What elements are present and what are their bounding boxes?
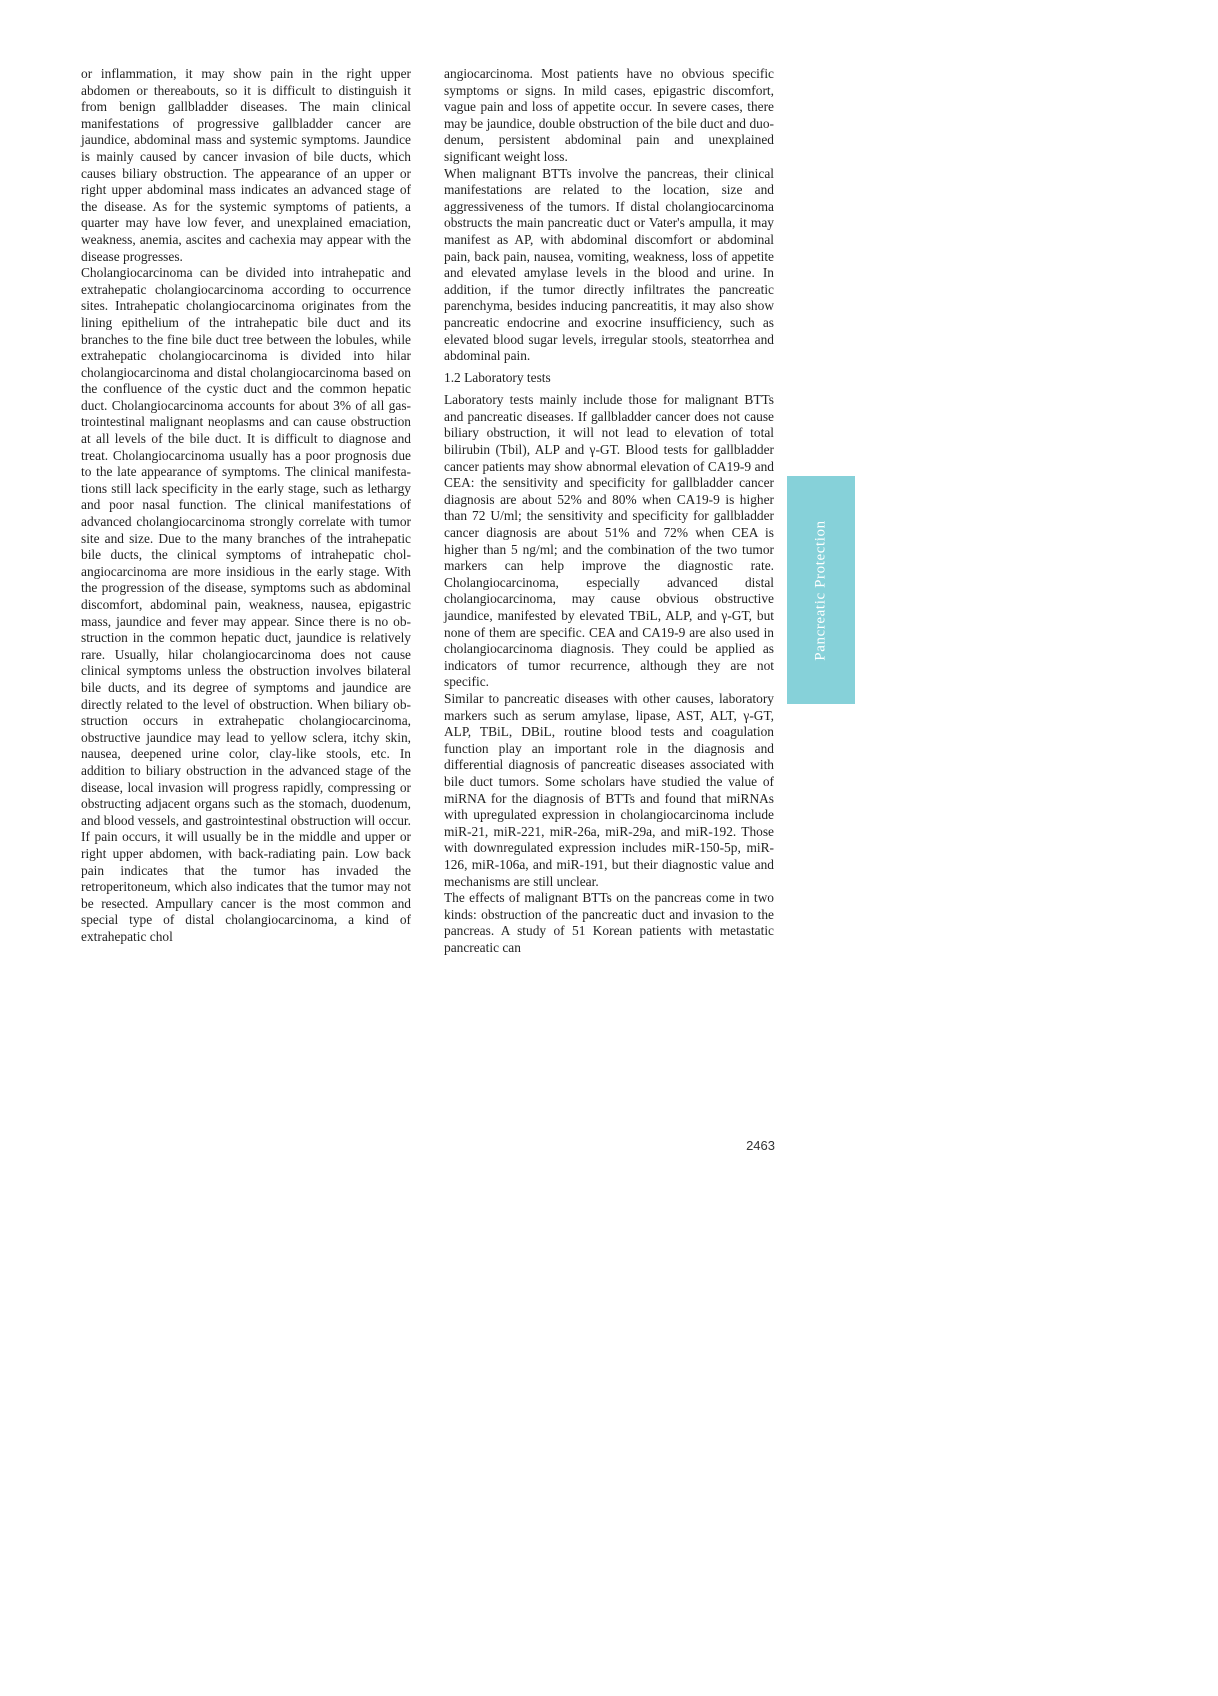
body-paragraph: angiocarcinoma. Most patients have no obvious specific symptoms or signs. In mild cases, epigastric discomfort, vague pain and loss of appetite occur. In severe cases, there may be jaundice, double obstruction of the bile duct and duodenum, persistent abdominal pain and unexplained significant weight loss. xyxy=(444,66,774,164)
body-paragraph: Similar to pancreatic diseases with other causes, laboratory markers such as serum amylase, lipase, AST, ALT, γ-GT, ALP, TBiL, DBiL, routine blood tests and coagulation function play an important role in the diagnosis and differential diagnosis of pancreatic diseases associated with bile duct tumors. Some scholars have studied the value of miRNA for the diagnosis of BTTs and found that miRNAs with upregulated expression in cholangiocarcinoma include miR-21, miR-221, miR-26a, miR-29a, and miR-192. Those with downregulated expression includes miR-150-5p, miR-126, miR-106a, and miR-191, but their diagnostic value and mechanisms are still unclear. xyxy=(444,690,774,889)
side-tab-label: Pancreatic Protection xyxy=(812,519,829,661)
right-text-column xyxy=(444,66,774,956)
section-heading: 1.2 Laboratory tests xyxy=(444,369,551,385)
body-paragraph: Laboratory tests mainly include those for malignant BTTs and pancreatic diseases. If gallbladder cancer does not cause biliary obstruction, it will not lead to elevation of total bilirubin (Tbil), ALP and γ-GT. Blood tests for gallbladder cancer patients may show abnormal elevation of CA19-9 and CEA: the sensitivity and specificity for gallbladder cancer diagnosis are about 52% and 80% when CA19-9 is higher than 72 U/ml; the sensitivity and specificity for gallbladder cancer diagnosis are about 51% and 72% when CEA is higher than 5 ng/ml; and the combination of the two tumor markers can help improve the diagnostic rate. Cholangiocarcinoma, especially advanced distal cholangiocarcinoma, may cause obvious obstructive jaundice, manifested by elevated TBiL, ALP, and γ-GT, but none of them are specific. CEA and CA19-9 are also used in cholangiocarcinoma diagnosis. They could be applied as indicators of tumor recurrence, although they are not specific. xyxy=(444,392,774,690)
left-text-column xyxy=(81,66,411,945)
body-paragraph: Cholangiocarcinoma can be divided into intrahepatic and extrahepatic cholangiocarcinoma according to occurrence sites. Intrahepatic cholangiocarcinoma originates from the lining epithelium of the intrahepatic bile duct and its branches to the fine bile duct tree between the lobules, while extrahepatic cholangiocarcinoma is divided into hilar cholangiocarcinoma and distal cholangiocarcinoma based on the confluence of the cystic duct and the common hepatic duct. Cholangiocarcinoma accounts for about 3% of all gastrointestinal malignant neoplasms and can cause obstruction at all levels of the bile duct. It is difficult to diagnose and treat. Cholangiocarcinoma usually has a poor prognosis due to the late appearance of symptoms. The clinical manifestations still lack specificity in the early stage, such as lethargy and poor nasal function. The clinical manifestations of advanced cholangiocarcinoma strongly correlate with tumor site and size. Due to the many branches of the intrahepatic bile ducts, the clinical symptoms of intrahepatic cholangiocarcinoma are more insidious in the early stage. With the progression of the disease, symptoms such as abdominal discomfort, abdominal pain, weakness, nausea, epigastric mass, jaundice and fever may appear. Since there is no obstruction in the common hepatic duct, jaundice is relatively rare. Usually, hilar cholangiocarcinoma does not cause clinical symptoms unless the obstruction involves bilateral bile ducts, and its degree of symptoms and jaundice are directly related to the level of obstruction. When biliary obstruction occurs in extrahepatic cholangiocarcinoma, obstructive jaundice may lead to yellow sclera, itchy skin, nausea, deepened urine color, clay-like stools, etc. In addition to biliary obstruction in the advanced stage of the disease, local invasion will progress rapidly, compressing or obstructing adjacent organs such as the stomach, duodenum, and blood vessels, and gastrointestinal obstruction will occur. If pain occurs, it will usually be in the middle and upper or right upper abdomen, with back-radiating pain. Low back pain indicates that the tumor has invaded the retroperitoneum, which also indicates that the tumor may not be resected. Ampullary cancer is the most common and special type of distal cholangiocarcinoma, a kind of extrahepatic chol xyxy=(81,265,411,944)
body-paragraph: When malignant BTTs involve the pancreas, their clinical manifestations are related to the location, size and aggressiveness of the tumors. If distal cholangiocarcinoma obstructs the main pancreatic duct or Vater's ampulla, it may manifest as AP, with abdominal discomfort or abdominal pain, back pain, nausea, vomiting, weakness, loss of appetite and elevated amylase levels in the blood and urine. In addition, if the tumor directly infiltrates the pancreatic parenchyma, besides inducing pancreatitis, it may also show pancreatic endocrine and exocrine insufficiency, such as elevated blood sugar levels, irregular stools, steatorrhea and abdominal pain. xyxy=(444,165,774,364)
page-number: 2463 xyxy=(746,1138,775,1153)
section-side-tab xyxy=(787,476,855,704)
body-paragraph: or inflammation, it may show pain in the right upper abdomen or thereabouts, so it is difficult to distinguish it from benign gallbladder diseases. The main clinical manifestations of progressive gallbladder cancer are jaundice, abdominal mass and systemic symptoms. Jaundice is mainly caused by cancer invasion of bile ducts, which causes biliary obstruction. The appearance of an upper or right upper abdominal mass indicates an advanced stage of the disease. As for the systemic symptoms of patients, a quarter may have low fever, and unexplained emaciation, weakness, anemia, ascites and cachexia may appear with the disease progresses. xyxy=(81,66,411,264)
body-paragraph: The effects of malignant BTTs on the pancreas come in two kinds: obstruction of the pancreatic duct and invasion to the pancreas. A study of 51 Korean patients with metastatic pancreatic can xyxy=(444,890,774,955)
